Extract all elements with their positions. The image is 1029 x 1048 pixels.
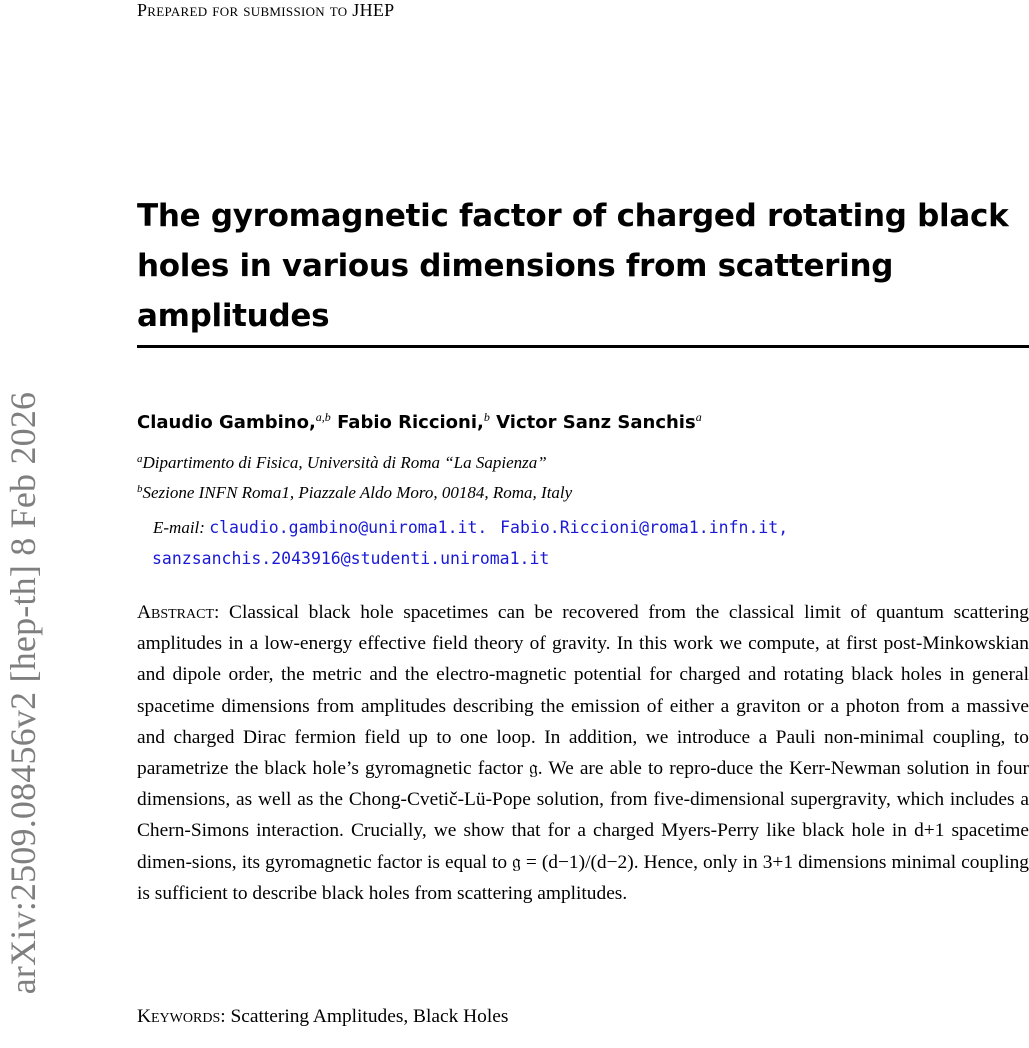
title-line-1: The gyromagnetic factor of charged rotating black bbox=[137, 198, 1009, 234]
affiliation-a bbox=[137, 452, 547, 474]
author-affil-mark: a,b bbox=[315, 410, 331, 424]
author-name: Victor Sanz Sanchis bbox=[496, 412, 696, 433]
author-affil-mark: b bbox=[483, 410, 490, 424]
gyromagnetic-symbol: 𝔤 bbox=[529, 758, 538, 780]
email-link-riccioni[interactable]: Fabio.Riccioni@roma1.infn.it, bbox=[500, 518, 789, 537]
keywords-text: Scattering Amplitudes, Black Holes bbox=[230, 1006, 509, 1027]
author-name: Fabio Riccioni, bbox=[337, 412, 484, 433]
journal-note: Prepared for submission to JHEP bbox=[137, 0, 395, 20]
paper-title bbox=[137, 191, 1029, 341]
keywords-heading: Keywords: bbox=[137, 1006, 226, 1027]
title-line-2: holes in various dimensions from scattering amplitudes bbox=[137, 248, 894, 334]
email-line bbox=[152, 548, 549, 570]
gyromagnetic-formula: 𝔤 = (d−1)/(d−2) bbox=[512, 851, 634, 873]
email-link-gambino[interactable]: claudio.gambino@uniroma1.it. bbox=[209, 518, 488, 537]
keywords bbox=[137, 1003, 508, 1031]
author-name: Claudio Gambino, bbox=[137, 412, 316, 433]
author-list bbox=[137, 410, 702, 436]
affiliation-text: Sezione INFN Roma1, Piazzale Aldo Moro, 00184, Roma, Italy bbox=[142, 483, 573, 502]
affiliation-text: Dipartimento di Fisica, Università di Roma “La Sapienza” bbox=[142, 453, 547, 472]
abstract-text-1: Classical black hole spacetimes can be recovered from the classical limit of quantum scattering amplitudes in a low-energy effective field theory of gravity. In this work we compute, at first post-Minkowskian and dipole order, the metric and the electro-magnetic potential for charged and rotating black holes in general spacetime dimensions from amplitudes describing the emission of either a graviton or a photon from a massive and charged Dirac fermion field up to one loop. In addition, we introduce a Pauli non-minimal coupling, to parametrize the black hole’s gyromagnetic factor bbox=[137, 602, 1029, 780]
abstract-text-3: . Hence, only in 3+1 dimensions minimal coupling is sufficient to describe black holes from scattering amplitudes. bbox=[137, 851, 1029, 904]
affiliation-mark: a bbox=[137, 453, 143, 465]
abstract-text-2: . We are able to repro-duce the Kerr-Newman solution in four dimensions, as well as the Chong-Cvetič-Lü-Pope solution, from five-dimensional supergravity, which includes a Chern-Simons interaction. Crucially, we show that for a charged Myers-Perry like black hole in d+1 spacetime dimen-sions, its gyromagnetic factor is equal to bbox=[137, 758, 1029, 873]
email-line bbox=[153, 517, 788, 539]
abstract-heading: Abstract: bbox=[137, 602, 220, 623]
author-affil-mark: a bbox=[695, 410, 702, 424]
email-link-sanz-sanchis[interactable]: sanzsanchis.2043916@studenti.uniroma1.it bbox=[152, 549, 550, 568]
arxiv-stamp-container bbox=[0, 0, 46, 1048]
affiliation-b bbox=[137, 482, 572, 504]
email-label: E-mail: bbox=[153, 518, 205, 537]
abstract bbox=[137, 597, 1029, 909]
arxiv-stamp[interactable]: arXiv:2509.08456v2 [hep-th] 8 Feb 2026 bbox=[3, 391, 43, 995]
title-rule bbox=[137, 345, 1029, 348]
affiliation-mark: b bbox=[137, 483, 143, 495]
